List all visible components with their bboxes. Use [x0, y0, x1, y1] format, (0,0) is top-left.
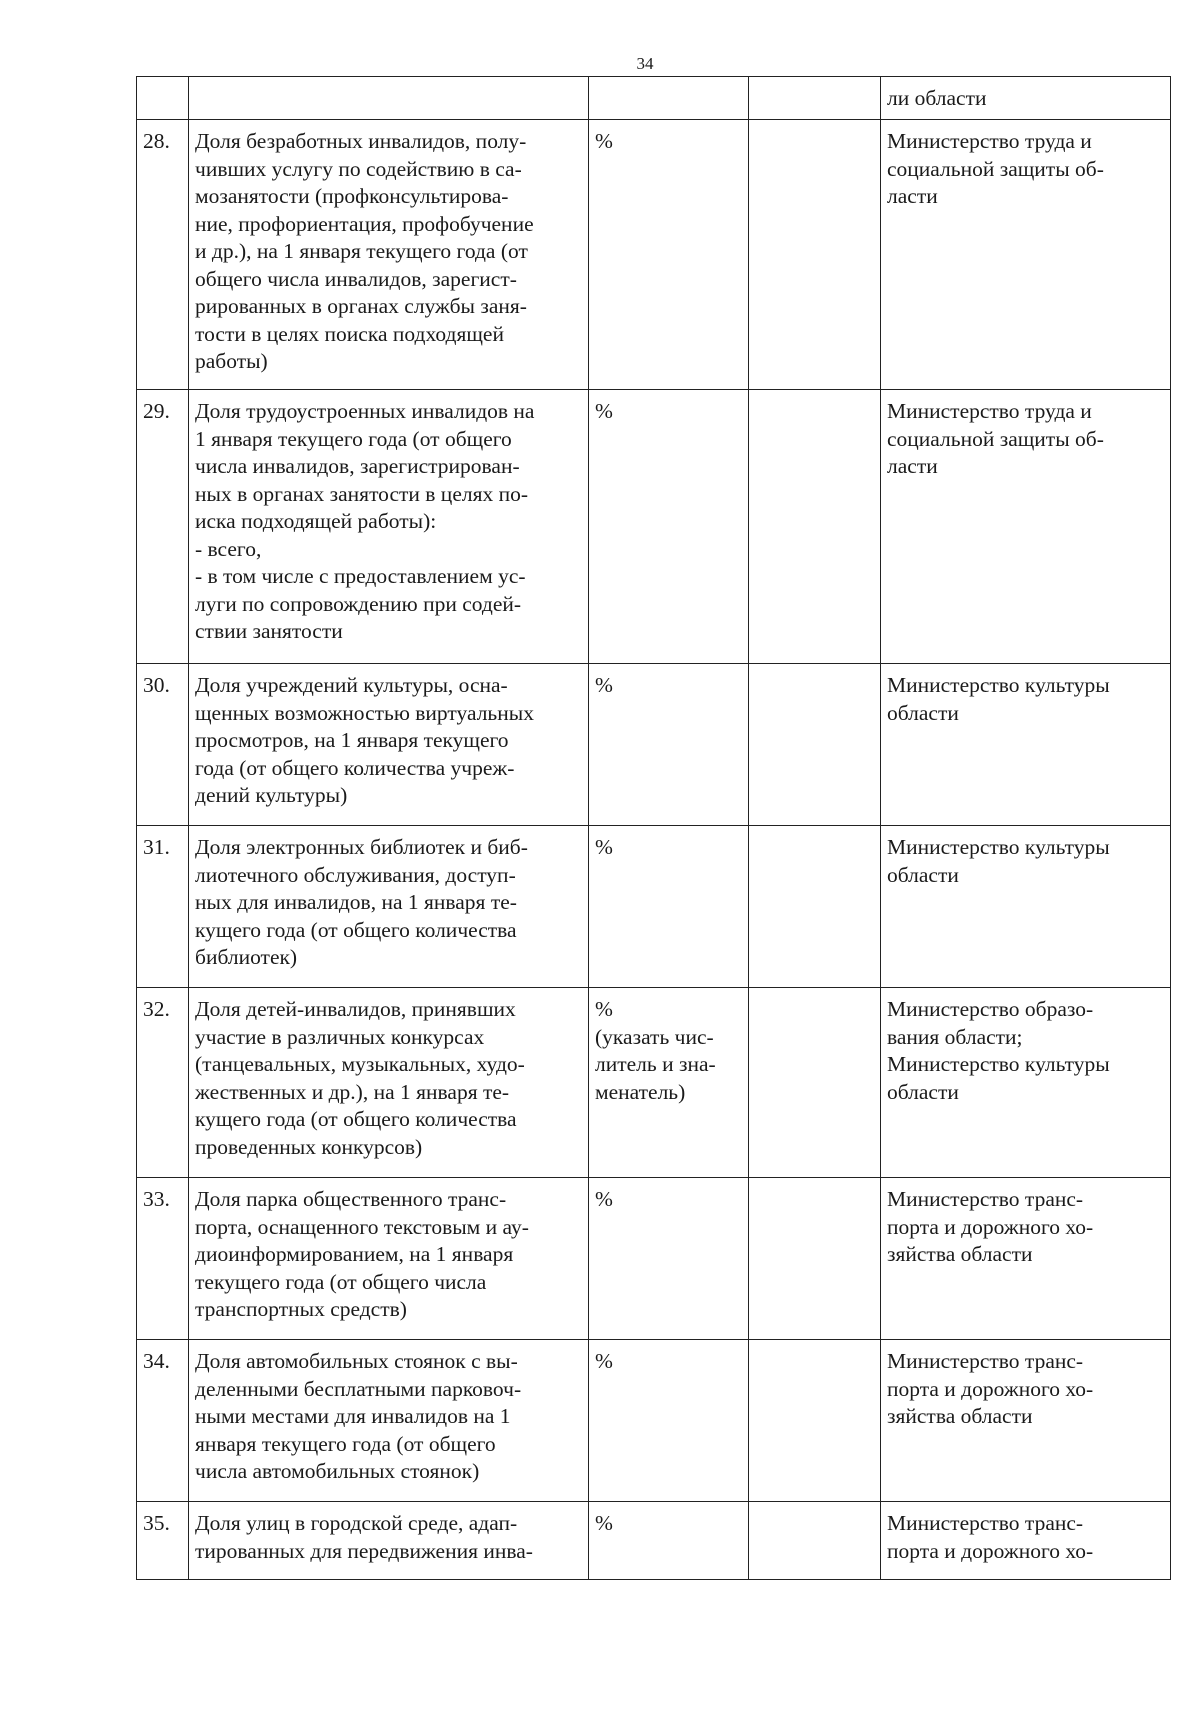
table-row-continuation: [137, 77, 1171, 120]
indicator-name-cell: Доля детей-инвалидов, принявших участие в различных конкурсах (танцевальных, музыкальных, худо- жественных и др.), на 1 января те- кущего года (от общего количества проведенных конкурсов): [189, 988, 589, 1178]
responsible-cell: ли области: [881, 77, 1171, 120]
table-row: [137, 826, 1171, 988]
responsible-cell: Министерство образо- вания области; Министерство культуры области: [881, 988, 1171, 1178]
unit-cell: %: [589, 1340, 749, 1502]
table-row: [137, 1340, 1171, 1502]
indicator-name-cell: Доля трудоустроенных инвалидов на 1 января текущего года (от общего числа инвалидов, зарегистрирован- ных в органах занятости в целях по- иска подходящей работы): - всего, - в том числе с предоставлением ус- луги по сопровождению при содей- ствии занятости: [189, 390, 589, 664]
responsible-cell: Министерство транс- порта и дорожного хо-: [881, 1502, 1171, 1580]
value-cell: [749, 664, 881, 826]
indicator-name-cell: Доля автомобильных стоянок с вы- деленными бесплатными парковоч- ными местами для инвалидов на 1 января текущего года (от общего числа автомобильных стоянок): [189, 1340, 589, 1502]
table-row: [137, 120, 1171, 390]
responsible-cell: Министерство труда и социальной защиты об- ласти: [881, 120, 1171, 390]
row-number-cell: [137, 77, 189, 120]
indicator-name-cell: Доля улиц в городской среде, адап- тированных для передвижения инва-: [189, 1502, 589, 1580]
row-number-cell: 32.: [137, 988, 189, 1178]
value-cell: [749, 1502, 881, 1580]
responsible-cell: Министерство труда и социальной защиты об- ласти: [881, 390, 1171, 664]
page-number: 34: [636, 54, 654, 73]
responsible-cell: Министерство транс- порта и дорожного хо- зяйства области: [881, 1178, 1171, 1340]
row-number-cell: 30.: [137, 664, 189, 826]
value-cell: [749, 1178, 881, 1340]
table-row: [137, 390, 1171, 664]
table-row: [137, 1178, 1171, 1340]
row-number-cell: 33.: [137, 1178, 189, 1340]
row-number-cell: 29.: [137, 390, 189, 664]
row-number-cell: 28.: [137, 120, 189, 390]
responsible-cell: Министерство транс- порта и дорожного хо- зяйства области: [881, 1340, 1171, 1502]
unit-cell: %: [589, 390, 749, 664]
value-cell: [749, 390, 881, 664]
unit-cell: [589, 77, 749, 120]
value-cell: [749, 120, 881, 390]
indicator-name-cell: Доля электронных библиотек и биб- лиотечного обслуживания, доступ- ных для инвалидов, на 1 января те- кущего года (от общего количества библиотек): [189, 826, 589, 988]
unit-cell: % (указать чис- литель и зна- менатель): [589, 988, 749, 1178]
row-number-cell: 31.: [137, 826, 189, 988]
unit-cell: %: [589, 664, 749, 826]
responsible-cell: Министерство культуры области: [881, 664, 1171, 826]
table-row: [137, 664, 1171, 826]
indicator-name-cell: [189, 77, 589, 120]
unit-cell: %: [589, 1178, 749, 1340]
indicators-table: [136, 76, 1171, 1580]
value-cell: [749, 826, 881, 988]
indicator-name-cell: Доля парка общественного транс- порта, оснащенного текстовым и ау- диоинформированием, на 1 января текущего года (от общего числа транспортных средств): [189, 1178, 589, 1340]
value-cell: [749, 1340, 881, 1502]
unit-cell: %: [589, 1502, 749, 1580]
table-row: [137, 1502, 1171, 1580]
indicator-name-cell: Доля учреждений культуры, осна- щенных возможностью виртуальных просмотров, на 1 января текущего года (от общего количества учреж- дений культуры): [189, 664, 589, 826]
indicator-name-cell: Доля безработных инвалидов, полу- чивших услугу по содействию в са- мозанятости (профконсультирова- ние, профориентация, профобучение и др.), на 1 января текущего года (от общего числа инвалидов, зарегист- рированных в органах службы заня- тости в целях поиска подходящей работы): [189, 120, 589, 390]
row-number-cell: 35.: [137, 1502, 189, 1580]
responsible-cell: Министерство культуры области: [881, 826, 1171, 988]
unit-cell: %: [589, 826, 749, 988]
value-cell: [749, 988, 881, 1178]
unit-cell: %: [589, 120, 749, 390]
table-row: [137, 988, 1171, 1178]
row-number-cell: 34.: [137, 1340, 189, 1502]
value-cell: [749, 77, 881, 120]
